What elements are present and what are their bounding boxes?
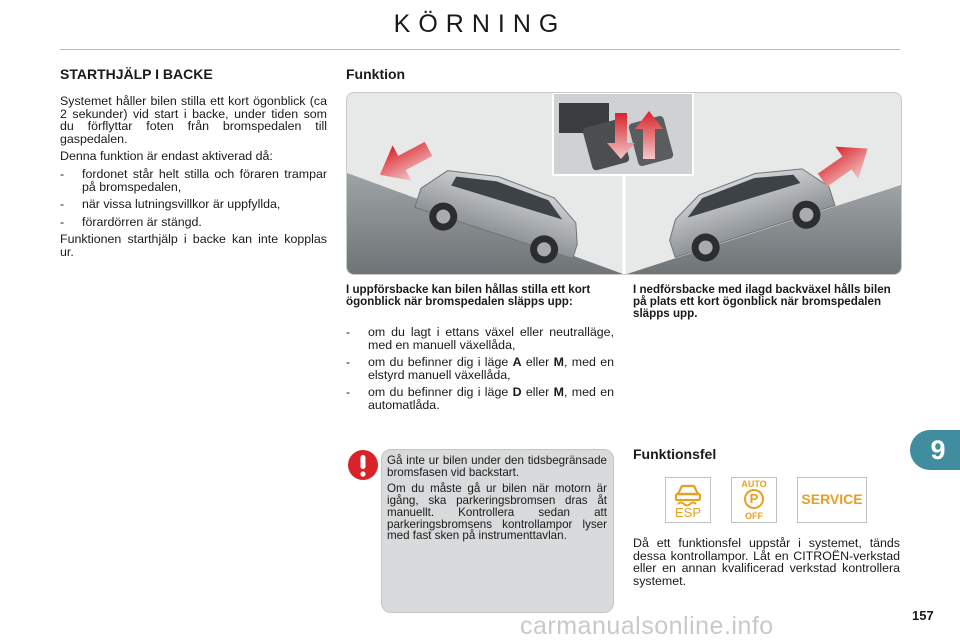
list-item: - fordonet står helt stilla och föraren trampar på bromspedalen, [60,166,327,194]
page-title: KÖRNING [393,10,567,38]
pedal-inset [553,93,693,175]
exclamation-icon [348,450,378,480]
disengage-paragraph: Funktionen starthjälp i backe kan inte kopplas ur. [60,232,327,259]
chapter-number: 9 [930,435,946,465]
warning-paragraph: Om du måste gå ur bilen när motorn är igång, ska parkeringsbromsen dras åt manuellt. Kontrollera sedan att parkeringsbromsens kontrollampor lyser med fast sken på instrumenttavlan. [387,481,607,543]
list-item: - om du befinner dig i läge A eller M, med en elstyrd manuell växellåda, [346,355,614,382]
condition-intro: Denna funktion är endast aktiverad då: [60,149,273,164]
list-item: - när vissa lutningsvillkor är uppfyllda, [60,197,281,212]
header-divider [60,49,900,50]
page-number: 157 [912,608,934,623]
warning-text [387,455,607,546]
intro-paragraph: Systemet håller bilen stilla ett kort ögonblick (ca 2 sekunder) vid start i backe, under tiden som du förflyttar foten från bromspedalen till gaspedalen. [60,94,327,146]
uphill-caption: I uppförsbacke kan bilen hållas stilla ett kort ögonblick när bromspedalen släpps upp: [346,283,591,308]
uphill-list [346,326,614,417]
section-heading-funktionsfel: Funktionsfel [633,446,717,462]
watermark: carmanualsonline.info [520,612,774,640]
service-icon: SERVICE [801,491,863,507]
left-column-text [60,95,327,264]
downhill-caption: I nedförsbacke med ilagd backväxel hålls bilen på plats ett kort ögonblick när bromspedalen släpps upp. [633,283,891,320]
malfunction-text: Då ett funktionsfel uppstår i systemet, tänds dessa kontrollampor. Låt en CITROËN-verkstad eller en annan kvalificerad verkstad kontrollera systemet. [633,536,900,588]
hill-start-illustration [346,92,902,275]
list-item: - om du befinner dig i läge D eller M, med en automatlåda. [346,385,614,412]
esp-lamp: ESP [665,477,711,523]
illustration-svg [347,93,901,274]
section-heading-starthjalp: STARTHJÄLP I BACKE [60,66,213,82]
warning-paragraph: Gå inte ur bilen under den tidsbegränsade bromsfasen vid backstart. [387,454,607,479]
list-item: - förardörren är stängd. [60,214,202,229]
parking-brake-icon: P [744,489,764,509]
list-item: - om du lagt i ettans växel eller neutralläge, med en manuell växellåda, [346,325,614,352]
section-heading-funktion: Funktion [346,66,406,82]
auto-p-off-lamp: AUTO P OFF [731,477,777,523]
service-lamp [797,477,867,523]
